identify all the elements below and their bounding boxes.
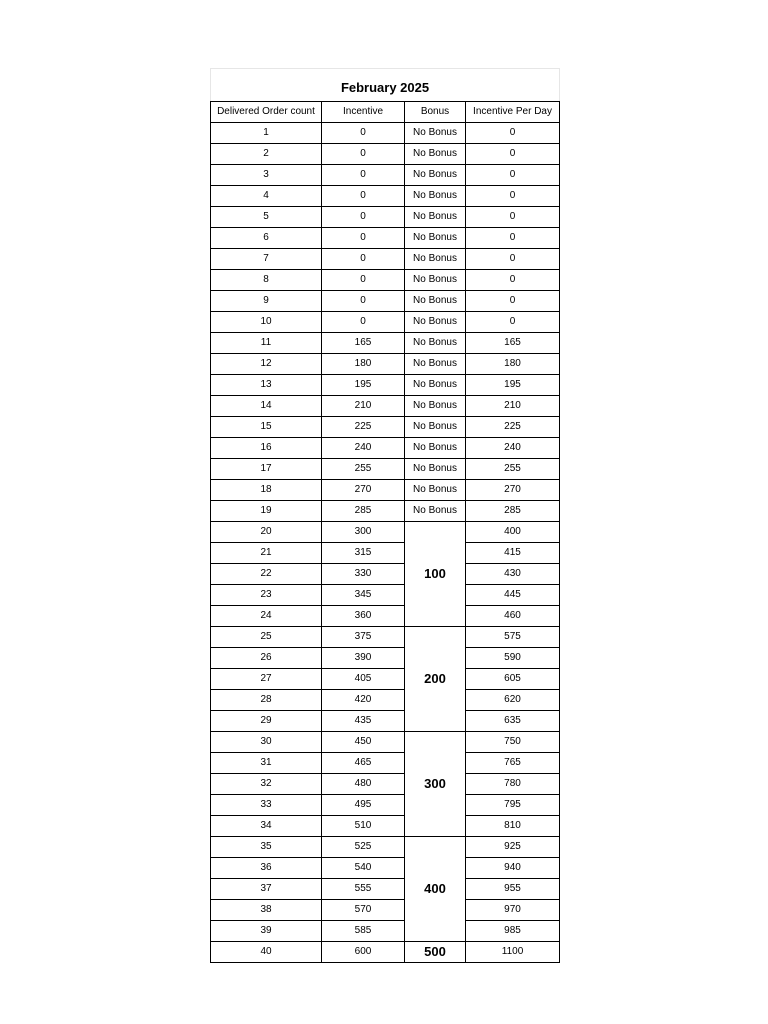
title-row	[211, 69, 560, 102]
incentive-per-day-cell: 270	[466, 480, 560, 501]
delivered-order-count-cell: 36	[211, 858, 322, 879]
delivered-order-count-cell: 21	[211, 543, 322, 564]
delivered-order-count-cell: 4	[211, 186, 322, 207]
table-row	[211, 711, 560, 732]
delivered-order-count-cell: 18	[211, 480, 322, 501]
bonus-cell: No Bonus	[405, 333, 466, 354]
incentive-cell: 540	[322, 858, 405, 879]
incentive-per-day-cell: 0	[466, 165, 560, 186]
delivered-order-count-cell: 13	[211, 375, 322, 396]
table-row	[211, 627, 560, 648]
column-header-incentive: Incentive	[322, 102, 405, 123]
incentive-per-day-cell: 765	[466, 753, 560, 774]
delivered-order-count-cell: 15	[211, 417, 322, 438]
incentive-per-day-cell: 0	[466, 186, 560, 207]
column-header-incentive-per-day: Incentive Per Day	[466, 102, 560, 123]
delivered-order-count-cell: 9	[211, 291, 322, 312]
incentive-cell: 585	[322, 921, 405, 942]
incentive-cell: 0	[322, 291, 405, 312]
table-row	[211, 396, 560, 417]
delivered-order-count-cell: 37	[211, 879, 322, 900]
incentive-cell: 0	[322, 270, 405, 291]
delivered-order-count-cell: 33	[211, 795, 322, 816]
incentive-cell: 240	[322, 438, 405, 459]
bonus-cell: No Bonus	[405, 354, 466, 375]
delivered-order-count-cell: 20	[211, 522, 322, 543]
incentive-per-day-cell: 400	[466, 522, 560, 543]
column-header-bonus: Bonus	[405, 102, 466, 123]
delivered-order-count-cell: 28	[211, 690, 322, 711]
bonus-cell: No Bonus	[405, 165, 466, 186]
incentive-per-day-cell: 225	[466, 417, 560, 438]
incentive-cell: 0	[322, 249, 405, 270]
delivered-order-count-cell: 22	[211, 564, 322, 585]
bonus-cell: No Bonus	[405, 417, 466, 438]
table-row	[211, 879, 560, 900]
incentive-cell: 300	[322, 522, 405, 543]
incentive-cell: 315	[322, 543, 405, 564]
incentive-cell: 210	[322, 396, 405, 417]
delivered-order-count-cell: 26	[211, 648, 322, 669]
table-row	[211, 795, 560, 816]
incentive-per-day-cell: 795	[466, 795, 560, 816]
incentive-cell: 0	[322, 144, 405, 165]
incentive-cell: 285	[322, 501, 405, 522]
incentive-per-day-cell: 970	[466, 900, 560, 921]
incentive-table	[210, 68, 560, 963]
delivered-order-count-cell: 24	[211, 606, 322, 627]
incentive-per-day-cell: 445	[466, 585, 560, 606]
table-row	[211, 459, 560, 480]
incentive-cell: 420	[322, 690, 405, 711]
incentive-cell: 345	[322, 585, 405, 606]
incentive-per-day-cell: 750	[466, 732, 560, 753]
table-row	[211, 165, 560, 186]
incentive-per-day-cell: 460	[466, 606, 560, 627]
table-title: February 2025	[211, 69, 560, 102]
table-row	[211, 900, 560, 921]
table-row	[211, 606, 560, 627]
incentive-cell: 0	[322, 186, 405, 207]
bonus-cell: No Bonus	[405, 291, 466, 312]
incentive-cell: 195	[322, 375, 405, 396]
incentive-per-day-cell: 940	[466, 858, 560, 879]
table-row	[211, 501, 560, 522]
table-row	[211, 123, 560, 144]
table-row	[211, 228, 560, 249]
incentive-per-day-cell: 0	[466, 228, 560, 249]
table-row	[211, 669, 560, 690]
incentive-cell: 375	[322, 627, 405, 648]
table-row	[211, 249, 560, 270]
table-row	[211, 543, 560, 564]
delivered-order-count-cell: 23	[211, 585, 322, 606]
incentive-per-day-cell: 0	[466, 249, 560, 270]
delivered-order-count-cell: 7	[211, 249, 322, 270]
incentive-per-day-cell: 780	[466, 774, 560, 795]
table-row	[211, 354, 560, 375]
table-row	[211, 312, 560, 333]
incentive-cell: 225	[322, 417, 405, 438]
delivered-order-count-cell: 25	[211, 627, 322, 648]
delivered-order-count-cell: 14	[211, 396, 322, 417]
table-row	[211, 417, 560, 438]
incentive-per-day-cell: 180	[466, 354, 560, 375]
table-row	[211, 291, 560, 312]
incentive-cell: 255	[322, 459, 405, 480]
incentive-per-day-cell: 415	[466, 543, 560, 564]
incentive-per-day-cell: 0	[466, 312, 560, 333]
delivered-order-count-cell: 2	[211, 144, 322, 165]
delivered-order-count-cell: 3	[211, 165, 322, 186]
delivered-order-count-cell: 27	[211, 669, 322, 690]
bonus-cell: No Bonus	[405, 459, 466, 480]
table-row	[211, 942, 560, 963]
bonus-cell: 200	[405, 627, 466, 732]
bonus-cell: No Bonus	[405, 501, 466, 522]
incentive-per-day-cell: 810	[466, 816, 560, 837]
table-row	[211, 837, 560, 858]
header-row	[211, 102, 560, 123]
incentive-cell: 465	[322, 753, 405, 774]
incentive-per-day-cell: 430	[466, 564, 560, 585]
bonus-cell: No Bonus	[405, 438, 466, 459]
incentive-per-day-cell: 0	[466, 291, 560, 312]
table-row	[211, 270, 560, 291]
incentive-cell: 435	[322, 711, 405, 732]
table-row	[211, 564, 560, 585]
delivered-order-count-cell: 32	[211, 774, 322, 795]
delivered-order-count-cell: 8	[211, 270, 322, 291]
incentive-cell: 570	[322, 900, 405, 921]
delivered-order-count-cell: 38	[211, 900, 322, 921]
incentive-cell: 330	[322, 564, 405, 585]
incentive-cell: 495	[322, 795, 405, 816]
incentive-cell: 0	[322, 165, 405, 186]
bonus-cell: No Bonus	[405, 375, 466, 396]
incentive-per-day-cell: 605	[466, 669, 560, 690]
delivered-order-count-cell: 34	[211, 816, 322, 837]
bonus-cell: No Bonus	[405, 312, 466, 333]
incentive-cell: 0	[322, 228, 405, 249]
incentive-per-day-cell: 210	[466, 396, 560, 417]
incentive-per-day-cell: 955	[466, 879, 560, 900]
table-row	[211, 522, 560, 543]
incentive-per-day-cell: 0	[466, 207, 560, 228]
bonus-cell: 500	[405, 942, 466, 963]
incentive-per-day-cell: 195	[466, 375, 560, 396]
incentive-cell: 480	[322, 774, 405, 795]
delivered-order-count-cell: 5	[211, 207, 322, 228]
incentive-per-day-cell: 635	[466, 711, 560, 732]
table-row	[211, 648, 560, 669]
delivered-order-count-cell: 16	[211, 438, 322, 459]
table-row	[211, 732, 560, 753]
delivered-order-count-cell: 31	[211, 753, 322, 774]
table-row	[211, 438, 560, 459]
incentive-per-day-cell: 985	[466, 921, 560, 942]
delivered-order-count-cell: 30	[211, 732, 322, 753]
incentive-per-day-cell: 165	[466, 333, 560, 354]
incentive-cell: 525	[322, 837, 405, 858]
incentive-per-day-cell: 590	[466, 648, 560, 669]
delivered-order-count-cell: 19	[211, 501, 322, 522]
incentive-per-day-cell: 620	[466, 690, 560, 711]
incentive-cell: 390	[322, 648, 405, 669]
incentive-cell: 165	[322, 333, 405, 354]
incentive-per-day-cell: 0	[466, 270, 560, 291]
bonus-cell: No Bonus	[405, 480, 466, 501]
bonus-cell: No Bonus	[405, 123, 466, 144]
incentive-cell: 0	[322, 123, 405, 144]
incentive-sheet	[210, 68, 559, 963]
incentive-per-day-cell: 285	[466, 501, 560, 522]
table-row	[211, 144, 560, 165]
table-row	[211, 585, 560, 606]
table-row	[211, 816, 560, 837]
table-row	[211, 375, 560, 396]
incentive-cell: 405	[322, 669, 405, 690]
bonus-cell: 300	[405, 732, 466, 837]
incentive-per-day-cell: 925	[466, 837, 560, 858]
bonus-cell: No Bonus	[405, 144, 466, 165]
bonus-cell: No Bonus	[405, 186, 466, 207]
incentive-cell: 600	[322, 942, 405, 963]
delivered-order-count-cell: 11	[211, 333, 322, 354]
incentive-per-day-cell: 255	[466, 459, 560, 480]
incentive-cell: 180	[322, 354, 405, 375]
incentive-cell: 360	[322, 606, 405, 627]
incentive-per-day-cell: 0	[466, 144, 560, 165]
incentive-per-day-cell: 575	[466, 627, 560, 648]
bonus-cell: No Bonus	[405, 228, 466, 249]
delivered-order-count-cell: 17	[211, 459, 322, 480]
bonus-cell: 100	[405, 522, 466, 627]
incentive-cell: 510	[322, 816, 405, 837]
table-row	[211, 774, 560, 795]
incentive-cell: 0	[322, 312, 405, 333]
column-header-delivered-order-count: Delivered Order count	[211, 102, 322, 123]
incentive-per-day-cell: 240	[466, 438, 560, 459]
table-body	[211, 123, 560, 963]
incentive-cell: 0	[322, 207, 405, 228]
delivered-order-count-cell: 40	[211, 942, 322, 963]
table-row	[211, 207, 560, 228]
table-row	[211, 753, 560, 774]
bonus-cell: No Bonus	[405, 396, 466, 417]
bonus-cell: 400	[405, 837, 466, 942]
incentive-cell: 450	[322, 732, 405, 753]
table-row	[211, 333, 560, 354]
delivered-order-count-cell: 6	[211, 228, 322, 249]
table-row	[211, 690, 560, 711]
delivered-order-count-cell: 10	[211, 312, 322, 333]
table-row	[211, 186, 560, 207]
table-row	[211, 480, 560, 501]
table-row	[211, 858, 560, 879]
incentive-per-day-cell: 1100	[466, 942, 560, 963]
incentive-cell: 555	[322, 879, 405, 900]
bonus-cell: No Bonus	[405, 207, 466, 228]
delivered-order-count-cell: 35	[211, 837, 322, 858]
bonus-cell: No Bonus	[405, 270, 466, 291]
delivered-order-count-cell: 29	[211, 711, 322, 732]
delivered-order-count-cell: 12	[211, 354, 322, 375]
table-row	[211, 921, 560, 942]
incentive-per-day-cell: 0	[466, 123, 560, 144]
incentive-cell: 270	[322, 480, 405, 501]
delivered-order-count-cell: 39	[211, 921, 322, 942]
delivered-order-count-cell: 1	[211, 123, 322, 144]
bonus-cell: No Bonus	[405, 249, 466, 270]
